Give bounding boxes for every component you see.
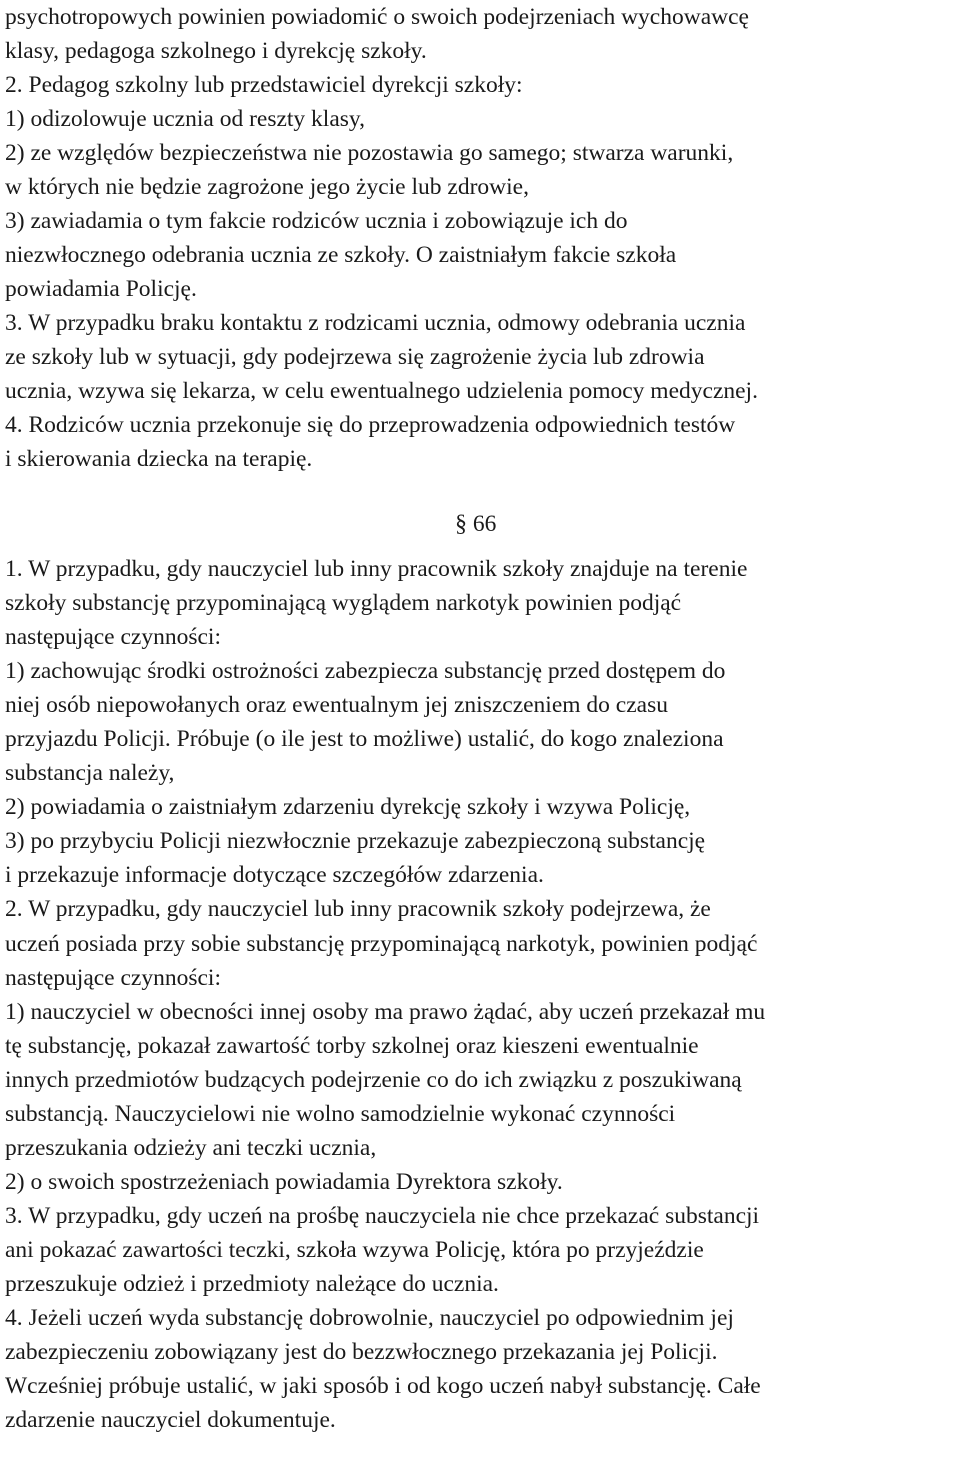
text-line: szkoły substancję przypominającą wyglądem narkotyk powinien podjąć: [5, 590, 682, 617]
text-line: przyjazdu Policji. Próbuje (o ile jest to możliwe) ustalić, do kogo znaleziona: [5, 726, 724, 753]
text-line: substancja należy,: [5, 760, 175, 787]
text-line: psychotropowych powinien powiadomić o swoich podejrzeniach wychowawcę: [5, 4, 749, 30]
text-line: 2) powiadamia o zaistniałym zdarzeniu dyrekcję szkoły i wzywa Policję,: [5, 794, 691, 821]
document-page: [5, 0, 960, 1437]
text-line: 1) zachowując środki ostrożności zabezpiecza substancję przed dostępem do: [5, 658, 726, 685]
text-line: 3. W przypadku, gdy uczeń na prośbę nauczyciela nie chce przekazać substancji: [5, 1202, 760, 1229]
text-line: 3) po przybyciu Policji niezwłocznie przekazuje zabezpieczoną substancję: [5, 828, 706, 855]
text-line: 1) nauczyciel w obecności innej osoby ma prawo żądać, aby uczeń przekazał mu: [5, 998, 766, 1025]
section-heading: [5, 496, 960, 552]
text-line: zabezpieczeniu zobowiązany jest do bezzwłocznego przekazania jej Policji.: [5, 1339, 718, 1366]
spacer: [5, 476, 960, 496]
text-line: i skierowania dziecka na terapię.: [5, 446, 313, 472]
text-line: substancją. Nauczycielowi nie wolno samodzielnie wykonać czynności: [5, 1100, 676, 1127]
text-line: 2) o swoich spostrzeżeniach powiadamia Dyrektora szkoły.: [5, 1168, 563, 1195]
text-line: przeszukania odzieży ani teczki ucznia,: [5, 1134, 377, 1161]
text-line: 3) zawiadamia o tym fakcie rodziców ucznia i zobowiązuje ich do: [5, 208, 628, 234]
text-line: niezwłocznego odebrania ucznia ze szkoły. O zaistniałym fakcie szkoła: [5, 242, 677, 268]
text-line: przeszukuje odzież i przedmioty należące do ucznia.: [5, 1270, 499, 1297]
text-line: i przekazuje informacje dotyczące szczegółów zdarzenia.: [5, 862, 544, 889]
bottom-text-block: [5, 552, 960, 1437]
text-line: ucznia, wzywa się lekarza, w celu ewentualnego udzielenia pomocy medycznej.: [5, 378, 758, 404]
text-line: ze szkoły lub w sytuacji, gdy podejrzewa się zagrożenie życia lub zdrowia: [5, 344, 705, 370]
text-line: innych przedmiotów budzących podejrzenie co do ich związku z poszukiwaną: [5, 1066, 742, 1093]
text-line: niej osób niepowołanych oraz ewentualnym jej zniszczeniem do czasu: [5, 692, 668, 719]
text-line: 4. Rodziców ucznia przekonuje się do przeprowadzenia odpowiednich testów: [5, 412, 736, 438]
text-line: klasy, pedagoga szkolnego i dyrekcję szkoły.: [5, 38, 427, 64]
text-line: 2) ze względów bezpieczeństwa nie pozostawia go samego; stwarza warunki,: [5, 140, 734, 166]
section-number: 66: [472, 511, 497, 537]
text-line: 2. W przypadku, gdy nauczyciel lub inny pracownik szkoły podejrzewa, że: [5, 896, 711, 923]
text-line: ani pokazać zawartości teczki, szkoła wzywa Policję, która po przyjeździe: [5, 1236, 704, 1263]
text-line: uczeń posiada przy sobie substancję przypominającą narkotyk, powinien podjąć: [5, 930, 758, 957]
top-text-block: [5, 0, 960, 476]
text-line: 4. Jeżeli uczeń wyda substancję dobrowolnie, nauczyciel po odpowiednim jej: [5, 1305, 734, 1332]
text-line: następujące czynności:: [5, 964, 221, 991]
text-line: następujące czynności:: [5, 624, 221, 651]
text-line: tę substancję, pokazał zawartość torby szkolnej oraz kieszeni ewentualnie: [5, 1032, 699, 1059]
text-line: 2. Pedagog szkolny lub przedstawiciel dyrekcji szkoły:: [5, 72, 523, 98]
text-line: 3. W przypadku braku kontaktu z rodzicami ucznia, odmowy odebrania ucznia: [5, 310, 746, 336]
text-line: 1) odizolowuje ucznia od reszty klasy,: [5, 106, 366, 132]
text-line: powiadamia Policję.: [5, 276, 197, 302]
section-symbol: §: [455, 511, 467, 537]
text-line: zdarzenie nauczyciel dokumentuje.: [5, 1407, 336, 1434]
text-line: 1. W przypadku, gdy nauczyciel lub inny pracownik szkoły znajduje na terenie: [5, 556, 748, 582]
text-line: w których nie będzie zagrożone jego życie lub zdrowie,: [5, 174, 529, 200]
text-line: Wcześniej próbuje ustalić, w jaki sposób i od kogo uczeń nabył substancję. Całe: [5, 1373, 761, 1400]
